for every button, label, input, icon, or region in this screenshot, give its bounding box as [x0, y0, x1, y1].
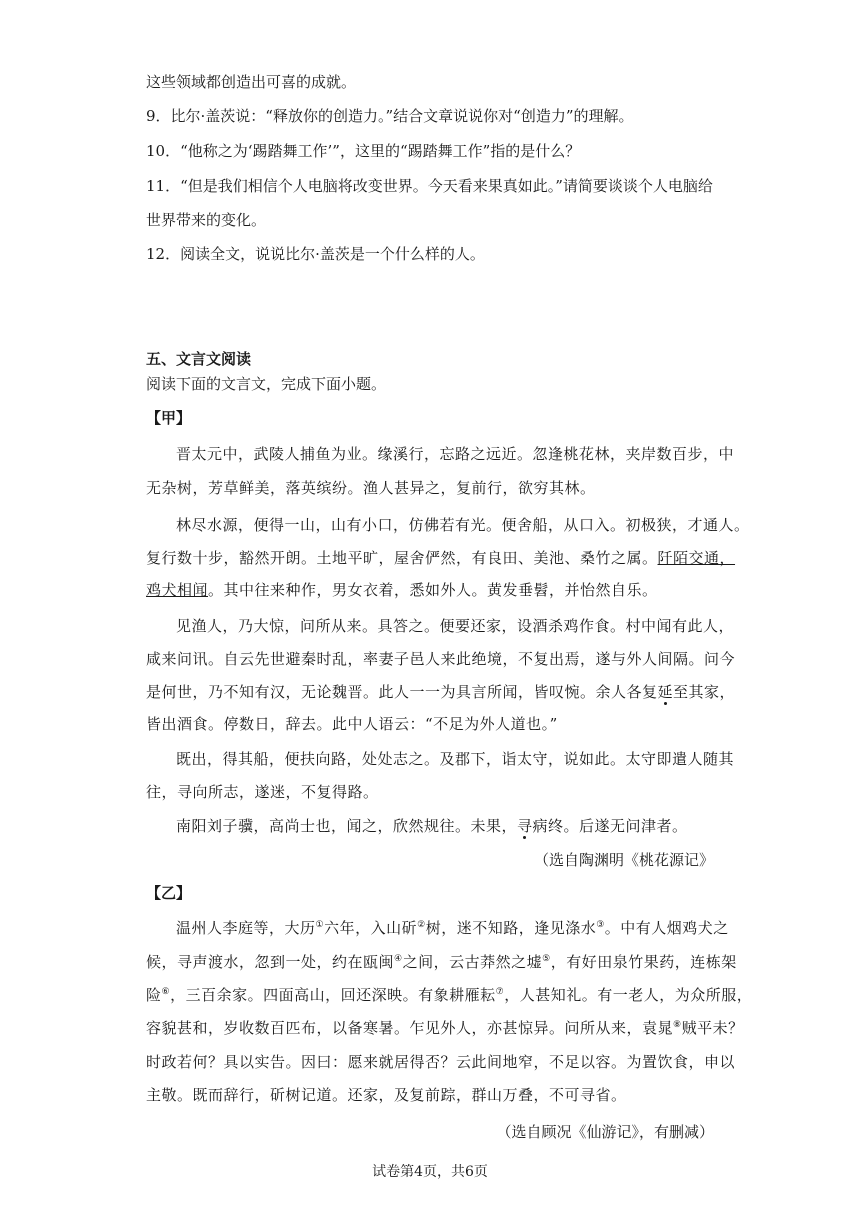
underlined-phrase-continued: 鸡犬相闻 [146, 581, 209, 599]
footnote-marker: ⑥ [161, 987, 171, 997]
footnote-marker: ⑧ [673, 1020, 682, 1030]
yi-line-6: 主敬。既而辞行，斫树记道。还家，及复前踪，群山万叠，不可寻省。 [146, 1086, 627, 1104]
footnote-marker: ② [417, 920, 426, 930]
footnote-marker: ③ [596, 920, 605, 930]
question-12: 12．阅读全文，说说比尔·盖茨是一个什么样的人。 [146, 245, 485, 263]
yi-line-5: 时政若何？具以实告。因曰：愿来就居得否？云此间地窄，不足以容。为置饮食，申以 [146, 1053, 736, 1071]
yi-line-3: 险⑥，三百余家。四面高山，回还深映。有象耕雁耘⑦，人甚知礼。有一老人，为众所服， [146, 986, 753, 1004]
footnote-marker: ⑦ [495, 987, 505, 997]
jia-line-11: 往，寻向所志，遂迷，不复得路。 [146, 783, 379, 801]
jia-source: （选自陶渊明《桃花源记》 [533, 851, 714, 869]
emphasis-dot-char: 寻 [517, 817, 533, 835]
footnote-marker: ① [315, 920, 325, 930]
yi-line-1: 温州人李庭等，大历①六年，入山斫②树，迷不知路，逢见涤水③。中有人烟鸡犬之 [176, 919, 729, 937]
question-9: 9．比尔·盖茨说：“释放你的创造力。”结合文章说说你对“创造力”的理解。 [146, 107, 634, 125]
jia-line-5: 鸡犬相闻。其中往来种作，男女衣着，悉如外人。黄发垂髫，并怡然自乐。 [146, 581, 658, 599]
passage-yi-heading: 【乙】 [146, 884, 192, 902]
jia-line-12: 南阳刘子骥，高尚士也，闻之，欣然规往。未果，寻病终。后遂无问津者。 [176, 817, 688, 835]
jia-line-1: 晋太元中，武陵人捕鱼为业。缘溪行，忘路之远近。忽逢桃花林，夹岸数百步，中 [176, 445, 735, 463]
section-title: 五、文言文阅读 [146, 350, 252, 368]
jia-line-7: 咸来问讯。自云先世避秦时乱，率妻子邑人来此绝境，不复出焉，遂与外人间隔。问今 [146, 650, 736, 668]
footnote-marker: ⑤ [542, 954, 551, 964]
jia-line-9: 皆出酒食。停数日，辞去。此中人语云：“不足为外人道也。” [146, 715, 558, 733]
yi-line-2: 候，寻声渡水，忽到一处，约在瓯闽④之间，云古莽然之墟⑤，有好田泉竹果药，连栋架 [146, 953, 737, 971]
jia-line-2: 无杂树，芳草鲜美，落英缤纷。渔人甚异之，复前行，欲穷其林。 [146, 479, 596, 497]
question-11: 11．“但是我们相信个人电脑将改变世界。今天看来果真如此。”请简要谈谈个人电脑给 [146, 177, 713, 195]
emphasis-dot-char: 延 [657, 683, 674, 701]
footnote-marker: ④ [394, 954, 403, 964]
section-instruction: 阅读下面的文言文，完成下面小题。 [146, 375, 387, 393]
page-footer: 试卷第4页，共6页 [372, 1164, 488, 1180]
underlined-phrase: 阡陌交通， [657, 549, 736, 567]
jia-line-6: 见渔人，乃大惊，问所从来。具答之。便要还家，设酒杀鸡作食。村中闻有此人， [176, 617, 735, 635]
yi-line-4: 容貌甚和，岁收数百匹布，以备寒暑。乍见外人，亦甚惊异。问所从来，袁晁⑧贼平未？ [146, 1019, 744, 1037]
jia-line-10: 既出，得其船，便扶向路，处处志之。及郡下，诣太守，说如此。太守即遣人随其 [176, 750, 735, 768]
question-11-continued: 世界带来的变化。 [146, 211, 267, 229]
yi-source: （选自顾况《仙游记》，有删减） [496, 1123, 714, 1141]
question-10: 10．“他称之为‘踢踏舞工作’”，这里的“踢踏舞工作”指的是什么？ [146, 142, 581, 160]
passage-jia-heading: 【甲】 [146, 409, 192, 427]
jia-line-3: 林尽水源，便得一山，山有小口，仿佛若有光。便舍船，从口入。初极狭，才通人。 [176, 516, 750, 534]
jia-line-4: 复行数十步，豁然开朗。土地平旷，屋舍俨然，有良田、美池、桑竹之属。阡陌交通， [146, 549, 736, 567]
continuation-text: 这些领域都创造出可喜的成就。 [146, 73, 357, 91]
jia-line-8: 是何世，乃不知有汉，无论魏晋。此人一一为具言所闻，皆叹惋。余人各复延至其家， [146, 683, 736, 701]
